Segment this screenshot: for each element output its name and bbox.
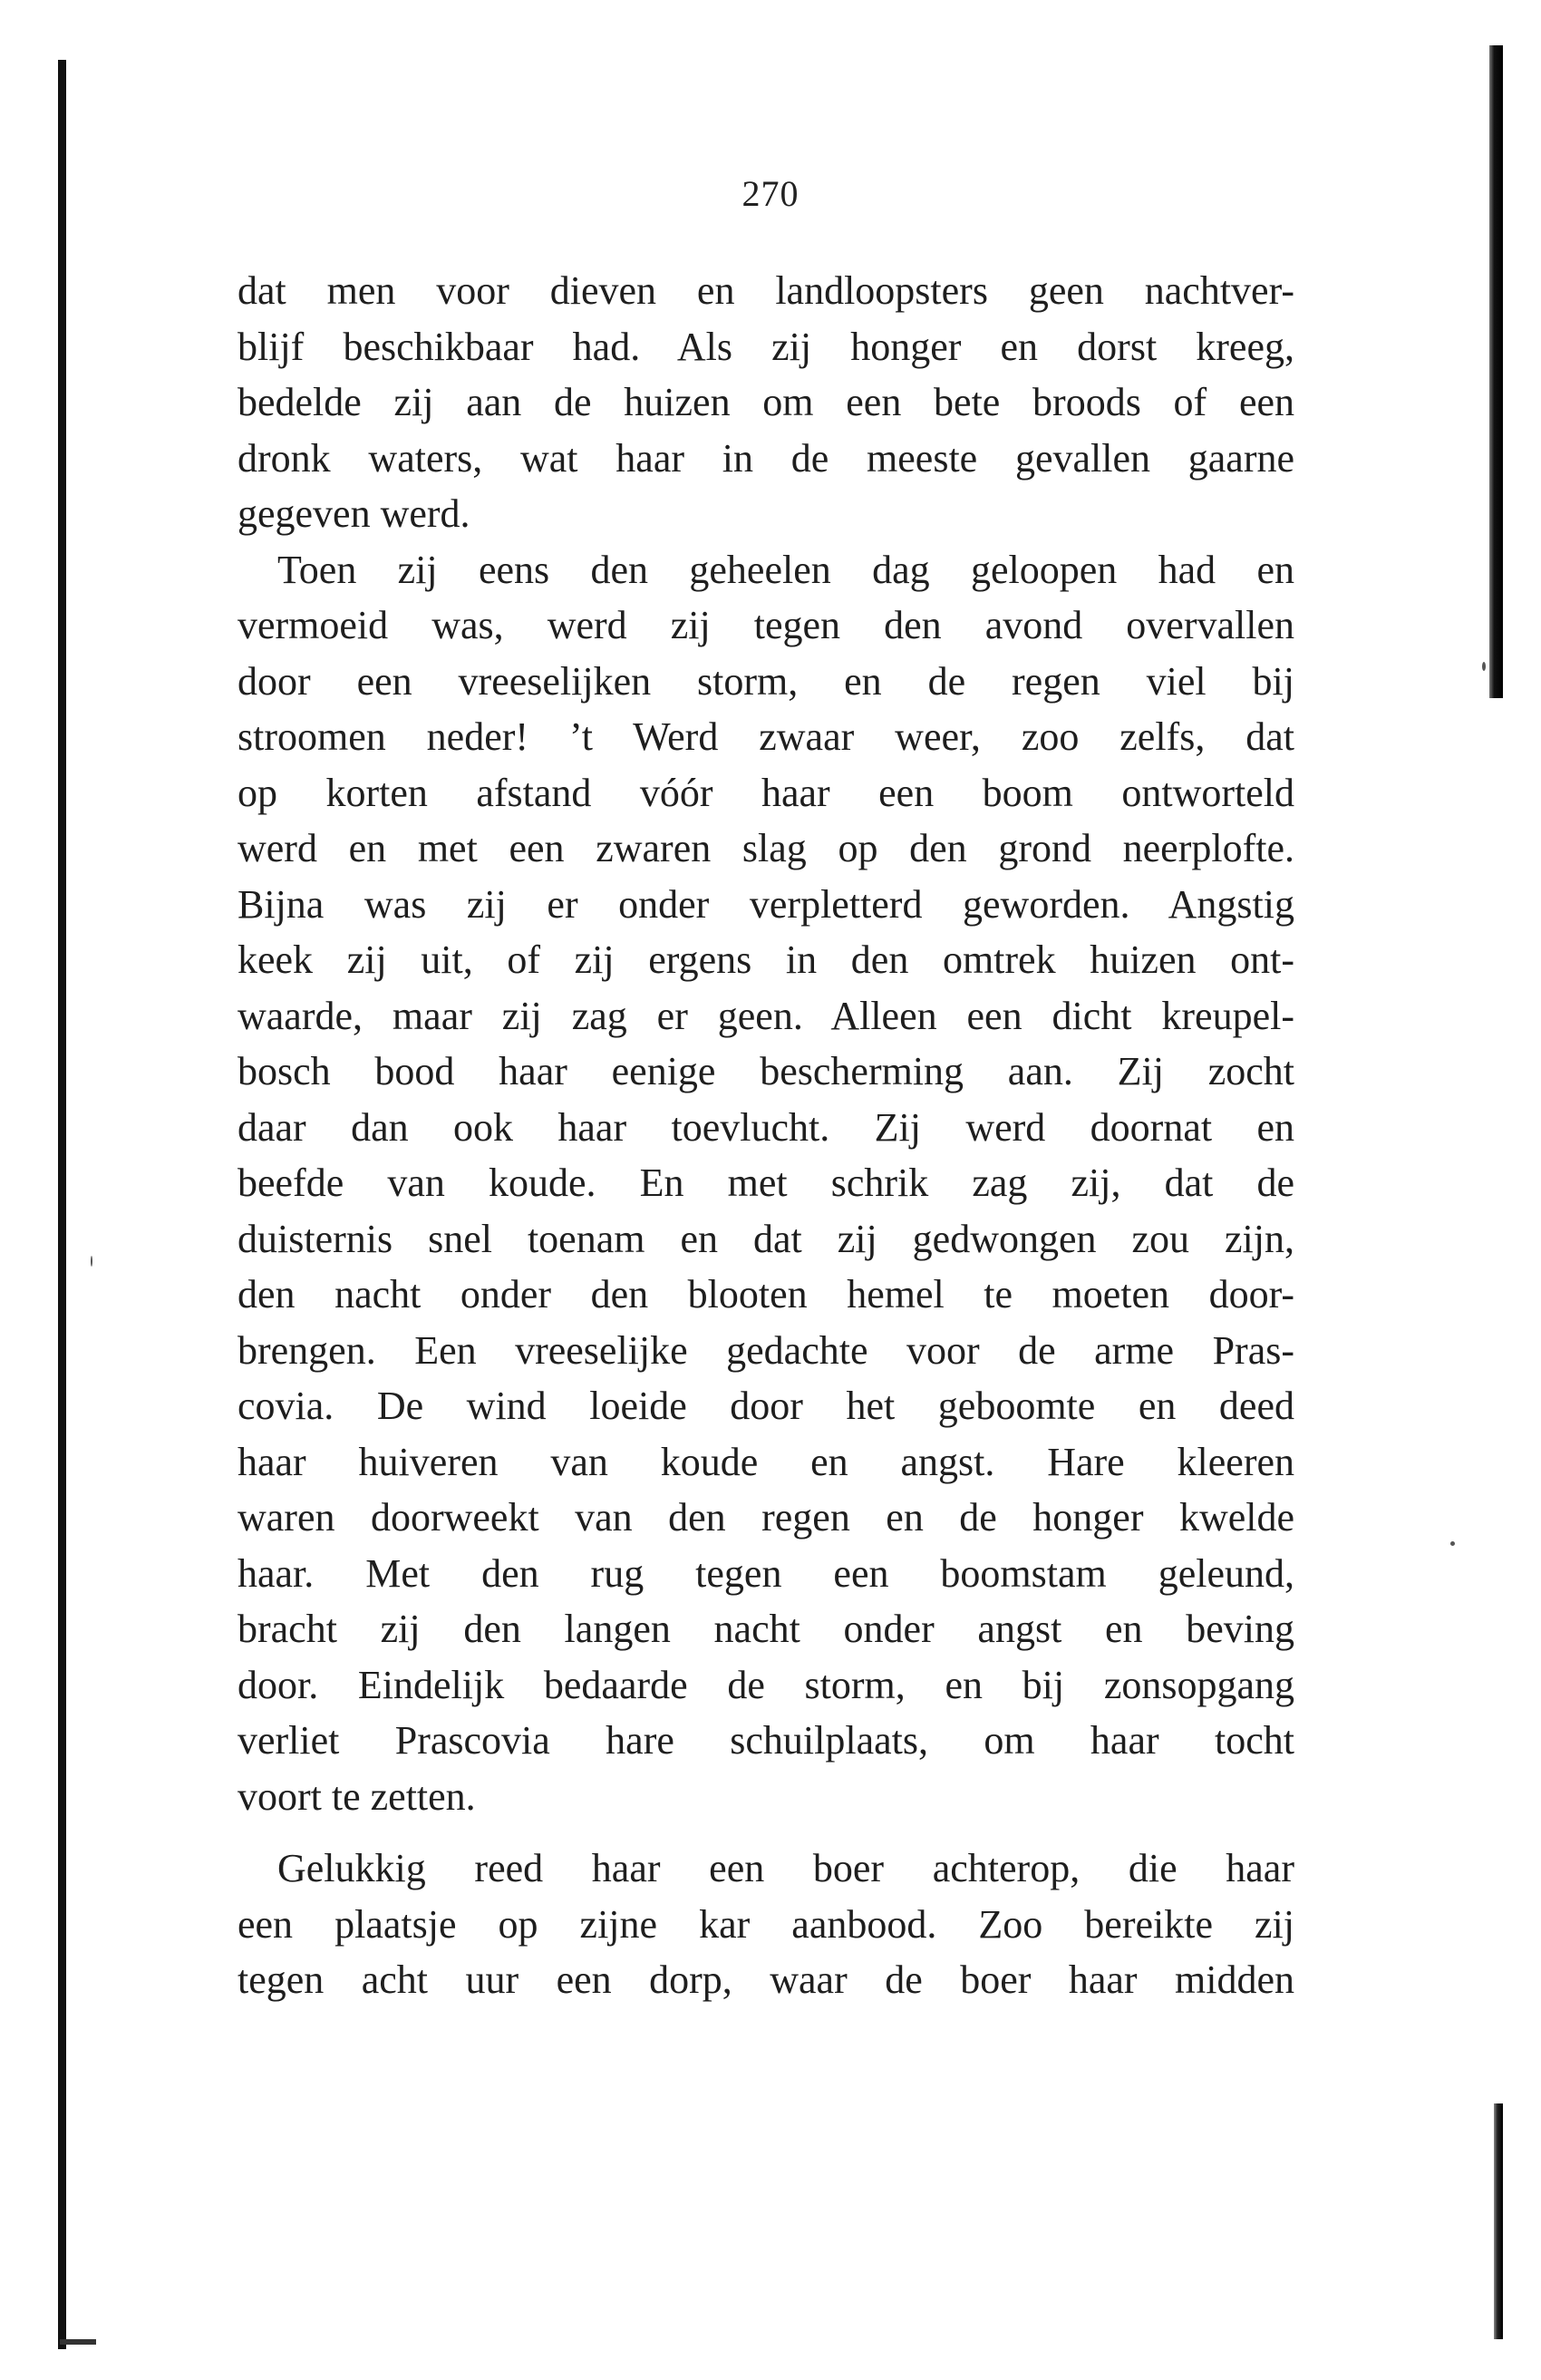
text-line: verliet Prascovia hare schuilplaats, om haar tocht [237,1718,1294,1763]
paragraph [237,263,1294,542]
text-line: door een vreeselijken storm, en de regen viel bij [237,658,1294,704]
text-line: dronk waters, wat haar in de meeste gevallen gaarne [237,435,1294,481]
text-line: beefde van koude. En met schrik zag zij, dat de [237,1161,1294,1205]
body-text [237,263,1294,2008]
text-line: waarde, maar zij zag er geen. Alleen een dicht kreupel- [237,993,1294,1038]
page-number: 270 [741,173,800,214]
text-line: blijf beschikbaar had. Als zij honger en dorst kreeg, [237,324,1294,369]
paragraph [237,1841,1294,2008]
text-line: Bijna was zij er onder verpletterd geworden. Angstig [237,881,1294,927]
text-line: duisternis snel toenam en dat zij gedwongen zou zijn, [237,1216,1294,1261]
scan-edge-right-lower [1494,2103,1503,2339]
text-line: brengen. Een vreeselijke gedachte voor de arme Pras- [237,1327,1294,1373]
text-line: haar. Met den rug tegen een boomstam geleund, [237,1550,1294,1596]
text-line: dat men voor dieven en landloopsters geen nachtver- [237,268,1294,313]
text-line: bedelde zij aan de huizen om een bete broods of een [237,380,1294,424]
paragraph-gap [237,1824,1294,1841]
text-line: daar dan ook haar toevlucht. Zij werd doornat en [237,1104,1294,1150]
text-line: voort te zetten. [237,1773,476,1819]
text-line: gegeven werd. [237,491,470,536]
text-line: tegen acht uur een dorp, waar de boer haar midden [237,1957,1294,2002]
text-line: op korten afstand vóór haar een boom ontworteld [237,770,1294,815]
scan-speck [1482,662,1486,671]
text-line: den nacht onder den blooten hemel te moeten door- [237,1272,1294,1316]
scan-edge-right [1489,45,1503,698]
text-line: keek zij uit, of zij ergens in den omtrek huizen ont- [237,937,1294,982]
text-line: haar huiveren van koude en angst. Hare kleeren [237,1439,1294,1484]
scan-speck [91,1256,92,1267]
scan-edge-left [58,60,66,2349]
text-line: Toen zij eens den geheelen dag geloopen had en [277,547,1294,592]
text-line: werd en met een zwaren slag op den grond neerplofte. [237,826,1294,870]
paragraph [237,542,1294,1825]
text-line: Gelukkig reed haar een boer achterop, die haar [277,1846,1294,1890]
text-line: covia. De wind loeide door het geboomte en deed [237,1384,1294,1428]
text-line: stroomen neder! ’t Werd zwaar weer, zoo zelfs, dat [237,714,1294,759]
scan-edge-left-foot [60,2339,96,2345]
text-line: bosch bood haar eenige bescherming aan. Zij zocht [237,1049,1294,1093]
text-line: door. Eindelijk bedaarde de storm, en bij zonsopgang [237,1662,1294,1707]
text-line: een plaatsje op zijne kar aanbood. Zoo bereikte zij [237,1901,1294,1947]
text-line: vermoeid was, werd zij tegen den avond overvallen [237,603,1294,647]
scan-speck [1450,1541,1455,1546]
text-line: bracht zij den langen nacht onder angst en beving [237,1607,1294,1651]
text-line: waren doorweekt van den regen en de honger kwelde [237,1495,1294,1540]
